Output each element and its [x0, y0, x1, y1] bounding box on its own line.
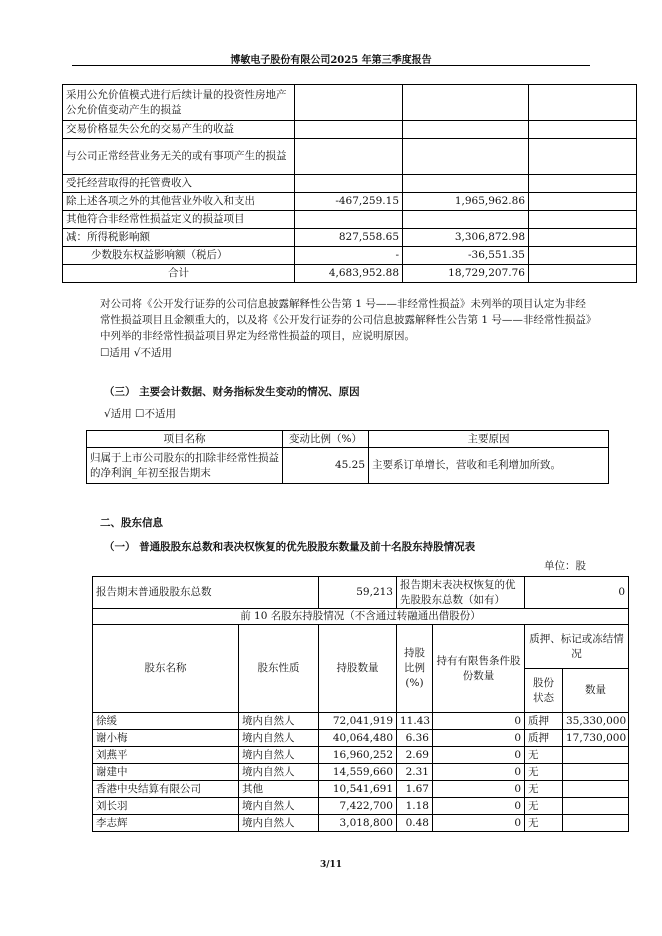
- main-reason-cell: 主要系订单增长，营收和毛利增加所致。: [369, 448, 609, 484]
- holder-share-status: 无: [525, 781, 563, 798]
- holder-nature: 其他: [239, 781, 319, 798]
- value-note: [529, 175, 637, 193]
- non-recurring-row: [63, 193, 637, 211]
- item-label: 减：所得税影响额: [63, 229, 295, 247]
- value-note: [529, 193, 637, 211]
- holder-ratio: 1.67: [397, 781, 433, 798]
- header-pledge-amount: 数量: [563, 669, 629, 713]
- shareholders-table: [92, 576, 629, 832]
- item-label: 合计: [63, 265, 295, 283]
- item-label: 除上述各项之外的其他营业外收入和支出: [63, 193, 295, 211]
- header-main-reason: 主要原因: [369, 431, 609, 448]
- header-change-ratio: 变动比例（%）: [283, 431, 369, 448]
- value-current-quarter: [295, 121, 403, 139]
- non-recurring-row: [63, 175, 637, 193]
- holder-pledge-amount: 35,330,000: [563, 713, 629, 730]
- holder-restricted: 0: [433, 815, 525, 832]
- value-current-quarter: [295, 211, 403, 229]
- pref-holders-label: 报告期末表决权恢复的优先股股东总数（如有）: [397, 577, 525, 609]
- page-header-title: 博敏电子股份有限公司2025 年第三季度报告: [230, 55, 432, 66]
- holder-share-status: 无: [525, 747, 563, 764]
- header-item-name: 项目名称: [87, 431, 283, 448]
- value-note: [529, 265, 637, 283]
- holder-name: 刘长羽: [93, 798, 239, 815]
- holder-ratio: 6.36: [397, 730, 433, 747]
- holder-nature: 境内自然人: [239, 815, 319, 832]
- value-current-quarter: -: [295, 247, 403, 265]
- non-recurring-items-table: [62, 84, 637, 283]
- value-year-to-date: 18,729,207.76: [403, 265, 529, 283]
- holder-share-status: 无: [525, 798, 563, 815]
- holder-shares: 72,041,919: [319, 713, 397, 730]
- holder-shares: 40,064,480: [319, 730, 397, 747]
- holder-shares: 14,559,660: [319, 764, 397, 781]
- unit-label: 单位：股: [544, 560, 586, 572]
- holder-share-status: 质押: [525, 713, 563, 730]
- value-current-quarter: [295, 139, 403, 175]
- value-note: [529, 121, 637, 139]
- holder-ratio: 1.18: [397, 798, 433, 815]
- holder-pledge-amount: 17,730,000: [563, 730, 629, 747]
- pref-holders-value: 0: [525, 577, 629, 609]
- value-note: [529, 139, 637, 175]
- value-year-to-date: [403, 175, 529, 193]
- holder-shares: 3,018,800: [319, 815, 397, 832]
- value-year-to-date: 1,965,962.86: [403, 193, 529, 211]
- section-two-1-title: （一） 普通股股东总数和表决权恢复的优先股股东数量及前十名股东持股情况表: [104, 541, 476, 553]
- total-holders-value: 59,213: [319, 577, 397, 609]
- holder-restricted: 0: [433, 798, 525, 815]
- holder-nature: 境内自然人: [239, 747, 319, 764]
- shareholder-row: [93, 764, 629, 781]
- holder-ratio: 2.69: [397, 747, 433, 764]
- total-holders-label: 报告期末普通股股东总数: [93, 577, 319, 609]
- non-recurring-note: 对公司将《公开发行证券的公司信息披露解释性公告第 1 号——非经常性损益》未列举的项目认定为非经常性损益项目且金额重大的，以及将《公开发行证券的公司信息披露解释性公告第 1 号——非经常性损益》中列举的非经常性损益项目界定为经常性损益的项目，应说明原因。: [100, 298, 592, 342]
- non-recurring-row: [63, 211, 637, 229]
- holder-shares: 16,960,252: [319, 747, 397, 764]
- holder-ratio: 0.48: [397, 815, 433, 832]
- item-label: 少数股东权益影响额（税后）: [63, 247, 295, 265]
- header-divider: [72, 65, 590, 66]
- section-two-title: 二、股东信息: [100, 517, 163, 529]
- header-shares: 持股数量: [319, 625, 397, 713]
- note-applicability: ☐适用 √不适用: [100, 347, 172, 359]
- header-restricted: 持有有限售条件股份数量: [433, 625, 525, 713]
- holder-nature: 境内自然人: [239, 764, 319, 781]
- value-current-quarter: [295, 175, 403, 193]
- change-ratio-cell: 45.25: [283, 448, 369, 484]
- header-ratio: 持股比例(%): [397, 625, 433, 713]
- header-share-status: 股份状态: [525, 669, 563, 713]
- value-current-quarter: [295, 85, 403, 121]
- top10-title: 前 10 名股东持股情况（不含通过转融通出借股份）: [93, 609, 629, 625]
- non-recurring-row: [63, 247, 637, 265]
- non-recurring-row: [63, 85, 637, 121]
- header-holder-nature: 股东性质: [239, 625, 319, 713]
- value-year-to-date: [403, 121, 529, 139]
- holder-shares: 7,422,700: [319, 798, 397, 815]
- value-note: [529, 85, 637, 121]
- holder-pledge-amount: [563, 764, 629, 781]
- non-recurring-row: [63, 265, 637, 283]
- header-pledge: 质押、标记或冻结情况: [525, 625, 629, 669]
- value-year-to-date: 3,306,872.98: [403, 229, 529, 247]
- holder-nature: 境内自然人: [239, 713, 319, 730]
- value-note: [529, 211, 637, 229]
- holder-pledge-amount: [563, 747, 629, 764]
- value-current-quarter: -467,259.15: [295, 193, 403, 211]
- value-current-quarter: 827,558.65: [295, 229, 403, 247]
- holder-name: 香港中央结算有限公司: [93, 781, 239, 798]
- holder-nature: 境内自然人: [239, 798, 319, 815]
- value-year-to-date: [403, 85, 529, 121]
- holder-ratio: 11.43: [397, 713, 433, 730]
- section-3-title: （三） 主要会计数据、财务指标发生变动的情况、原因: [104, 386, 360, 398]
- holder-restricted: 0: [433, 747, 525, 764]
- holder-restricted: 0: [433, 713, 525, 730]
- holder-restricted: 0: [433, 781, 525, 798]
- holder-pledge-amount: [563, 798, 629, 815]
- holder-name: 谢小梅: [93, 730, 239, 747]
- non-recurring-row: [63, 121, 637, 139]
- holder-name: 李志辉: [93, 815, 239, 832]
- holder-share-status: 无: [525, 764, 563, 781]
- holder-share-status: 无: [525, 815, 563, 832]
- holder-name: 刘燕平: [93, 747, 239, 764]
- holder-ratio: 2.31: [397, 764, 433, 781]
- shareholder-row: [93, 747, 629, 764]
- non-recurring-row: [63, 139, 637, 175]
- shareholder-row: [93, 781, 629, 798]
- header-holder-name: 股东名称: [93, 625, 239, 713]
- value-year-to-date: [403, 139, 529, 175]
- shareholder-row: [93, 798, 629, 815]
- holder-nature: 境内自然人: [239, 730, 319, 747]
- shareholder-row: [93, 713, 629, 730]
- value-year-to-date: -36,551.35: [403, 247, 529, 265]
- value-current-quarter: 4,683,952.88: [295, 265, 403, 283]
- holder-name: 徐缓: [93, 713, 239, 730]
- section-3-applicability: √适用 ☐不适用: [104, 408, 176, 420]
- item-name-cell: 归属于上市公司股东的扣除非经常性损益的净利润_年初至报告期末: [87, 448, 283, 484]
- value-year-to-date: [403, 211, 529, 229]
- holder-name: 谢建中: [93, 764, 239, 781]
- shareholder-row: [93, 730, 629, 747]
- shareholder-row: [93, 815, 629, 832]
- item-label: 受托经营取得的托管费收入: [63, 175, 295, 193]
- item-label: 采用公允价值模式进行后续计量的投资性房地产公允价值变动产生的损益: [63, 85, 295, 121]
- item-label: 其他符合非经常性损益定义的损益项目: [63, 211, 295, 229]
- holder-pledge-amount: [563, 781, 629, 798]
- holder-restricted: 0: [433, 764, 525, 781]
- value-note: [529, 229, 637, 247]
- item-label: 与公司正常经营业务无关的或有事项产生的损益: [63, 139, 295, 175]
- holder-restricted: 0: [433, 730, 525, 747]
- holder-share-status: 质押: [525, 730, 563, 747]
- holder-pledge-amount: [563, 815, 629, 832]
- item-label: 交易价格显失公允的交易产生的收益: [63, 121, 295, 139]
- holder-shares: 10,541,691: [319, 781, 397, 798]
- change-reasons-table: [86, 430, 609, 484]
- value-note: [529, 247, 637, 265]
- page-number: 3/11: [319, 860, 343, 870]
- non-recurring-row: [63, 229, 637, 247]
